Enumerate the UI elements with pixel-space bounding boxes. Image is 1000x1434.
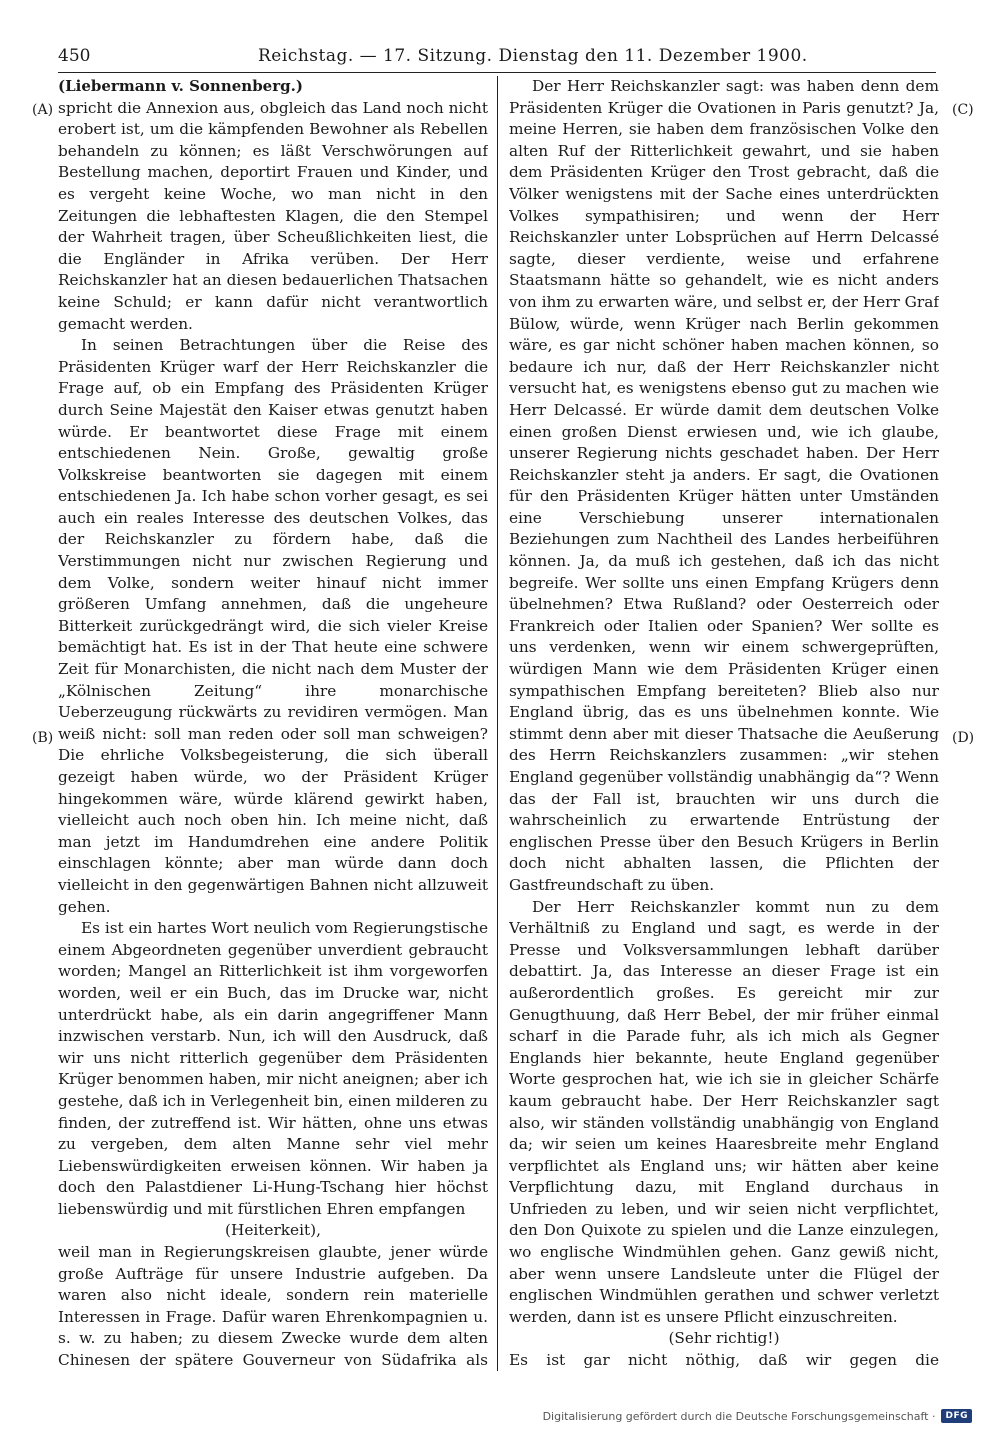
paragraph: Der Herr Reichskanzler kommt nun zu dem Verhältniß zu England und sagt, es werde in der Presse und Volksversammlungen lebhaft darüber debattirt. Ja, das Interesse an dieser Frage ist ein außerordentlich großes. Es gereicht mir zur Genugthuung, daß Herr Bebel, der mir früher einmal scharf in die Parade fuhr, als ich mich als Gegner Englands hier bekannte, heute England gegenüber Worte gesprochen hat, wie ich sie in gleicher Schärfe kaum gebraucht habe. Der Herr Reichskanzler sagt also, wir ständen vollständig unabhängig von England da; wir seien um keines Haaresbreite mehr England verpflichtet als England uns; wir hätten aber keine Verpflichtung dazu, mit England durchaus in Unfrieden zu leben, und wir seien nicht verpflichtet, den Don Quixote zu spielen und die Lanze einzulegen, wo englische Windmühlen gehen. Ganz gewiß nicht, aber wenn unsere Landsleute unter die Flügel der englischen Windmühlen gerathen und schwer verletzt werden, dann ist es unsere Pflicht einzuschreiten. <box>509 897 939 1326</box>
margin-label-a: (A) <box>32 102 54 118</box>
margin-label-b: (B) <box>32 730 54 746</box>
paragraph: Der Herr Reichskanzler sagt: was haben denn dem Präsidenten Krüger die Ovationen in Paris genutzt? Ja, meine Herren, sie haben dem französischen Volke den alten Ruf der Ritterlichkeit gewahrt, und sie haben dem Präsidenten Krüger den Trost gebracht, daß die Völker wenigstens mit der Sache eines unterdrückten Volkes sympathisiren; und wenn der Herr Reichskanzler unter Lobsprüchen auf Herrn Delcassé sagte, dieser verdiente, weise und erfahrene Staatsmann hätte so gehandelt, wie es nicht anders von ihm zu erwarten wäre, und selbst er, der Herr Graf Bülow, würde, wenn Krüger nach Berlin gekommen wäre, es gar nicht schöner haben machen können, so bedaure ich nur, daß der Herr Reichskanzler nicht versucht hat, es wenigstens ebenso gut zu machen wie Herr Delcassé. Er würde damit dem deutschen Volke einen großen Dienst erwiesen und, wie ich glaube, unserer Regierung nichts geschadet haben. Der Herr Reichskanzler steht ja anders. Er sagt, die Ovationen für den Präsidenten Krüger hätten unter Umständen eine Verschiebung unserer internationalen Beziehungen zum Nachtheil des Landes herbeiführen können. Ja, da muß ich gestehen, daß ich das nicht begreife. Wer sollte uns einen Empfang Krügers denn übelnehmen? Etwa Rußland? oder Oesterreich oder Frankreich oder Italien oder Spanien? Wer sollte es uns verdenken, wenn wir einem schwergeprüften, würdigen Mann wie dem Präsidenten Krüger einen sympathischen Empfang bereiteten? Blieb also nur England übrig, das es uns übelnehmen konnte. Wie stimmt denn aber mit dieser Thatsache die Aeußerung des Herrn Reichskanzlers zusammen: „wir stehen England gegenüber vollständig unabhängig da“? Wenn das der Fall ist, brauchten wir uns durch die wahrscheinlich zu erwartende Entrüstung der englischen Presse über den Besuch Krügers in Berlin doch nicht abhalten lassen, die Pflichten der Gastfreundschaft zu üben. <box>509 77 939 894</box>
margin-label-d: (D) <box>952 730 975 746</box>
page-footer <box>543 1406 972 1426</box>
header-rule <box>58 72 936 73</box>
reaction: (Sehr richtig!) <box>668 1329 780 1348</box>
dfg-logo: DFG <box>941 1409 972 1423</box>
paragraph: Es ist ein hartes Wort neulich vom Regierungstische einem Abgeordneten gegenüber unverdient gebraucht worden; Mangel an Ritterlichkeit ist ihm vorgeworfen worden, weil er ein Buch, das im Drucke war, nicht unterdrückt habe, als ein darin angegriffener Mann inzwischen verstarb. Nun, ich will den Ausdruck, daß wir uns nicht ritterlich gegenüber dem Präsidenten Krüger benommen haben, mir nicht aneignen; aber ich gestehe, daß ich in Verlegenheit bin, einen milderen zu finden, der zutreffend ist. Wir hätten, ohne uns etwas zu vergeben, dem alten Manne sehr viel mehr Liebenswürdigkeiten erweisen können. Wir haben ja doch den Palastdiener Li-Hung-Tschang hier höchst liebenswürdig und mit fürstlichen Ehren empfangen <box>58 919 488 1218</box>
right-column <box>509 76 939 1371</box>
speaker-name: (Liebermann v. Sonnenberg.) <box>58 77 303 95</box>
column-divider <box>497 76 498 1371</box>
running-title: Reichstag. — 17. Sitzung. Dienstag den 11. Dezember 1900. <box>258 46 808 66</box>
paragraph: Es ist gar nicht nöthig, daß wir gegen die <box>509 1351 939 1370</box>
paragraph: weil man in Regierungskreisen glaubte, jener würde große Aufträge für unsere Industrie aufgeben. Da waren also nicht ideale, sondern rein materielle Interessen in Frage. Dafür waren Ehrenkompagnien u. s. w. zu haben; zu diesem Zwecke wurde dem alten Chinesen der spätere Gouverneur von Südafrika als <box>58 1243 488 1370</box>
margin-label-c: (C) <box>952 102 974 118</box>
left-column <box>58 76 488 1371</box>
paragraph: In seinen Betrachtungen über die Reise des Präsidenten Krüger warf der Herr Reichskanzler die Frage auf, ob ein Empfang des Präsidenten Krüger durch Seine Majestät den Kaiser etwas genutzt haben würde. Er beantwortet diese Frage mit einem entschiedenen Nein. Große, gewaltig große Volkskreise beantworten sie dagegen mit einem entschiedenen Ja. Ich habe schon vorher gesagt, es sei auch ein reales Interesse des deutschen Volkes, das der Reichskanzler zu fördern habe, daß die Verstimmungen nicht nur zwischen Regierung und dem Volke, sondern weiter hinauf nicht immer größeren Umfang annehmen, daß die ungeheure Bitterkeit zurückgedrängt wird, die sich vieler Kreise bemächtigt hat. Es ist in der That heute eine schwere Zeit für Monarchisten, die nicht nach dem Muster der „Kölnischen Zeitung“ ihre monarchische Ueberzeugung rückwärts zu revidiren vermögen. Man weiß nicht: soll man reden oder soll man schweigen? Die ehrliche Volksbegeisterung, die sich überall gezeigt haben würde, wo der Präsident Krüger hingekommen wäre, würde klärend gewirkt haben, vielleicht auch noch oben hin. Ich meine nicht, daß man jetzt im Handumdrehen eine andere Politik einschlagen könnte; aber man würde dann doch vielleicht in den gegenwärtigen Bahnen nicht allzuweit gehen. <box>58 336 488 916</box>
reaction: (Heiterkeit), <box>225 1221 321 1240</box>
page-header <box>58 46 930 74</box>
funding-note: Digitalisierung gefördert durch die Deutsche Forschungsgemeinschaft · <box>542 1409 936 1423</box>
paragraph: spricht die Annexion aus, obgleich das Land noch nicht erobert ist, um die kämpfenden Bewohner als Rebellen behandeln zu können; es läßt Verschwörungen auf Bestellung machen, deportirt Frauen und Kinder, und es vergeht keine Woche, wo man nicht in den Zeitungen die lebhaftesten Klagen, die den Stempel der Wahrheit tragen, über Scheußlichkeiten liest, die die Engländer in Afrika verüben. Der Herr Reichskanzler hat an diesen bedauerlichen Thatsachen keine Schuld; er kann dafür nicht verantwortlich gemacht werden. <box>58 98 488 333</box>
page-number: 450 <box>58 46 91 66</box>
